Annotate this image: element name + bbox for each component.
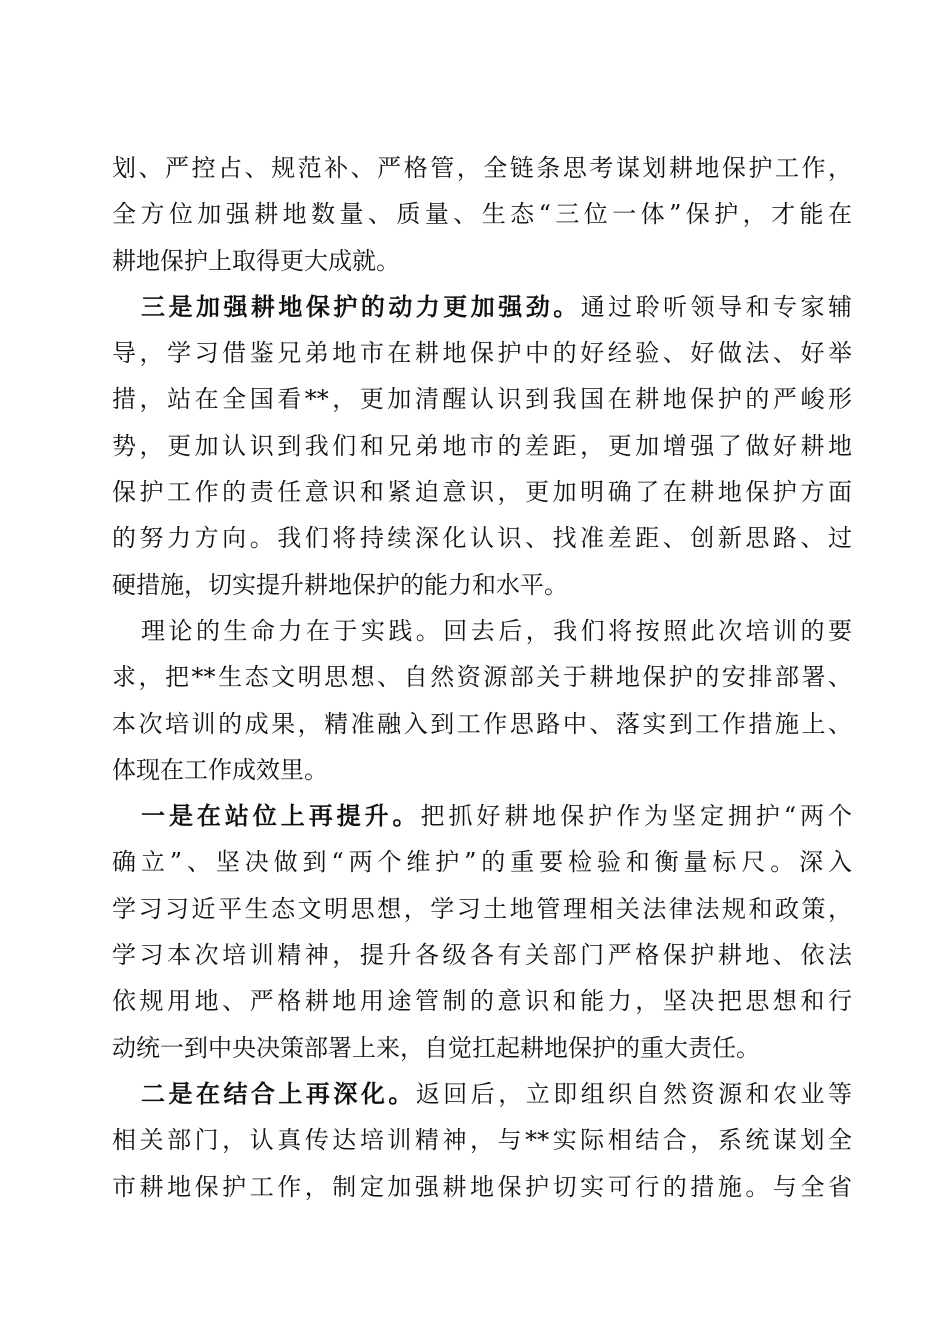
paragraph-line: 确立”、坚决做到“两个维护”的重要检验和衡量标尺。深入 bbox=[112, 848, 852, 877]
paragraph-line: 学习习近平生态文明思想，学习土地管理相关法律法规和政策， bbox=[112, 894, 852, 923]
paragraph-first-line bbox=[112, 793, 852, 839]
paragraph-line: 依规用地、严格耕地用途管制的意识和能力，坚决把思想和行 bbox=[112, 987, 852, 1016]
paragraph-line: 势，更加认识到我们和兄弟地市的差距，更加增强了做好耕地 bbox=[112, 431, 852, 460]
paragraph-line: 市耕地保护工作，制定加强耕地保护切实可行的措施。与全省 bbox=[112, 1172, 852, 1201]
document-body bbox=[112, 145, 852, 1210]
section-heading: 二是在结合上再深化。 bbox=[141, 1078, 416, 1108]
section-heading: 一是在站位上再提升。 bbox=[141, 801, 421, 831]
paragraph-line: 理论的生命力在于实践。回去后，我们将按照此次培训的要 bbox=[141, 616, 852, 645]
section-heading: 三是加强耕地保护的动力更加强劲。 bbox=[141, 291, 581, 321]
paragraph-first-line bbox=[112, 284, 852, 330]
paragraph-line: 的努力方向。我们将持续深化认识、找准差距、创新思路、过 bbox=[112, 524, 852, 553]
paragraph-line: 动统一到中央决策部署上来，自觉扛起耕地保护的重大责任。 bbox=[112, 1033, 760, 1062]
paragraph-line: 保护工作的责任意识和紧迫意识，更加明确了在耕地保护方面 bbox=[112, 478, 852, 507]
paragraph-line: 全方位加强耕地数量、质量、生态“三位一体”保护，才能在 bbox=[112, 200, 852, 229]
paragraph-text: 把抓好耕地保护作为坚定拥护“两个 bbox=[420, 802, 852, 831]
paragraph-first-line bbox=[112, 1071, 852, 1117]
paragraph-line: 本次培训的成果，精准融入到工作思路中、落实到工作措施上、 bbox=[112, 709, 852, 738]
paragraph-line: 耕地保护上取得更大成就。 bbox=[112, 246, 400, 275]
paragraph-line: 措，站在全国看**，更加清醒认识到我国在耕地保护的严峻形 bbox=[112, 385, 852, 414]
paragraph-line: 体现在工作成效里。 bbox=[112, 755, 328, 784]
paragraph-line: 相关部门，认真传达培训精神，与**实际相结合，系统谋划全 bbox=[112, 1126, 852, 1155]
paragraph-line: 求，把**生态文明思想、自然资源部关于耕地保护的安排部署、 bbox=[112, 663, 852, 692]
paragraph-line: 划、严控占、规范补、严格管，全链条思考谋划耕地保护工作， bbox=[112, 154, 852, 182]
paragraph-text: 返回后，立即组织自然资源和农业等 bbox=[415, 1079, 853, 1108]
paragraph-text: 通过聆听领导和专家辅 bbox=[580, 292, 853, 321]
paragraph-line: 导，学习借鉴兄弟地市在耕地保护中的好经验、好做法、好举 bbox=[112, 339, 852, 368]
paragraph-line: 学习本次培训精神，提升各级各有关部门严格保护耕地、依法 bbox=[112, 941, 852, 970]
paragraph-line: 硬措施，切实提升耕地保护的能力和水平。 bbox=[112, 570, 568, 599]
